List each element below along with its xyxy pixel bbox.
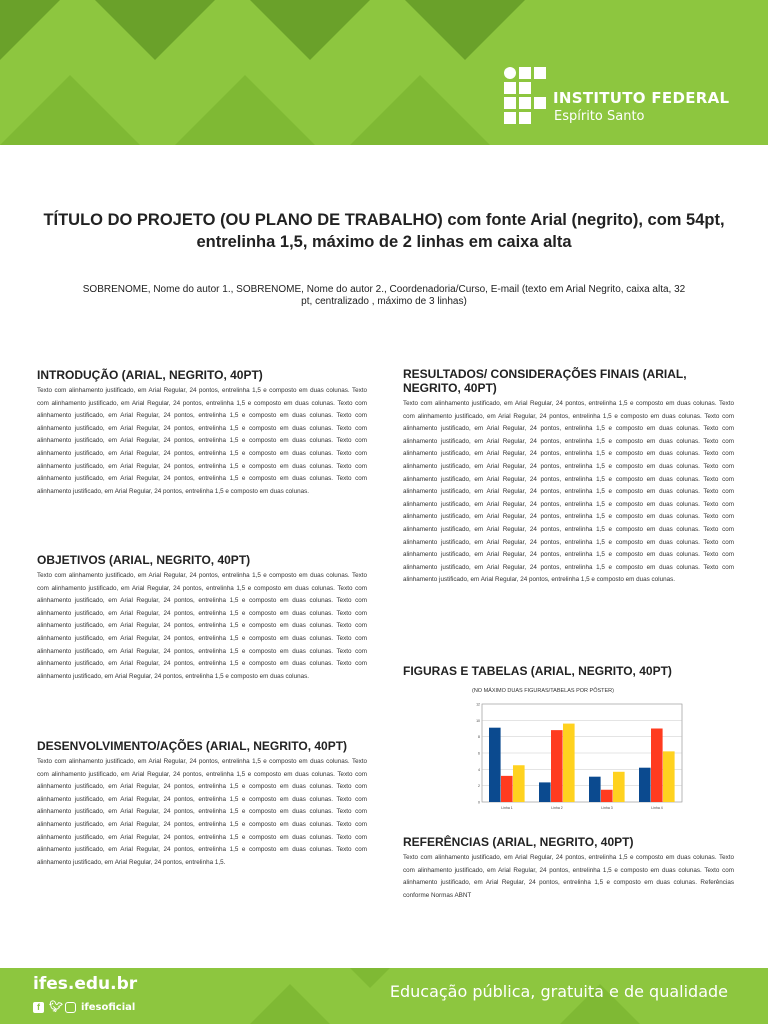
poster-authors: SOBRENOME, Nome do autor 1., SOBRENOME, Nome do autor 2., Coordenadoria/Curso, E-mail (texto em Arial Negrito, caixa alta, 32 pt, centralizado , máximo de 3 linhas)	[82, 284, 686, 307]
logo-subtitle: Espírito Santo	[554, 109, 645, 124]
chart-bar	[663, 751, 675, 802]
chart-bar	[589, 777, 601, 802]
y-tick-label: 4	[478, 767, 480, 772]
figure-caption: (NO MÁXIMO DUAS FIGURAS/TABELAS POR PÔSTER)	[471, 688, 614, 694]
chart-bar	[489, 728, 501, 802]
section-body: Texto com alinhamento justificado, em Arial Regular, 24 pontos, entrelinha 1,5 e composto em duas colunas. Texto com alinhamento justificado, em Arial Regular, 24 pontos, entrelinha 1,5 e composto em duas colunas. Texto com alinhamento justificado, em Arial Regular, 24 pontos, entrelinha 1,5 e composto em duas colunas. Texto com alinhamento justificado, em Arial Regular, 24 pontos, entrelinha 1,5 e composto em duas colunas. Texto com alinhamento justificado, em Arial Regular, 24 pontos, entrelinha 1,5 e composto em duas colunas. Texto com alinhamento justificado, em Arial Regular, 24 pontos, entrelinha 1,5 e composto em duas colunas. Texto com alinhamento justificado, em Arial Regular, 24 pontos, entrelinha 1,5 e composto em duas colunas. Texto com alinhamento justificado, em Arial Regular, 24 pontos, entrelinha 1,5 e composto em duas colunas. Texto com alinhamento justificado, em Arial Regular, 24 pontos, entrelinha 1,5 e composto em duas colunas. Texto com alinhamento justificado, em Arial Regular, 24 pontos, entrelinha 1,5 e composto em duas colunas. Texto com alinhamento justificado, em Arial Regular, 24 pontos, entrelinha 1,5 e composto em duas colunas. Texto com alinhamento justificado, em Arial Regular, 24 pontos, entrelinha 1,5 e composto em duas colunas. Texto com alinhamento justificado, em Arial Regular, 24 pontos, entrelinha 1,5 e composto em duas colunas. Texto com alinhamento justificado, em Arial Regular, 24 pontos, entrelinha 1,5 e composto em duas colunas. Texto com alinhamento justificado, em Arial Regular, 24 pontos, entrelinha 1,5 e composto em duas colunas.	[403, 400, 734, 584]
footer-social	[33, 1000, 135, 1014]
logo-grid-icon	[503, 67, 547, 125]
section-body: Texto com alinhamento justificado, em Arial Regular, 24 pontos, entrelinha 1,5 e composto em duas colunas. Texto com alinhamento justificado, em Arial Regular, 24 pontos, entrelinha 1,5 e composto em duas colunas. Texto com alinhamento justificado, em Arial Regular, 24 pontos, entrelinha 1,5 e composto em duas colunas. Texto com alinhamento justificado, em Arial Regular, 24 pontos, entrelinha 1,5 e composto em duas colunas. Texto com alinhamento justificado, em Arial Regular, 24 pontos, entrelinha 1,5 e composto em duas colunas. Texto com alinhamento justificado, em Arial Regular, 24 pontos, entrelinha 1,5 e composto em duas colunas. Texto com alinhamento justificado, em Arial Regular, 24 pontos, entrelinha 1,5 e composto em duas colunas. Texto com alinhamento justificado, em Arial Regular, 24 pontos, entrelinha 1,5 e composto em duas colunas. Texto com alinhamento justificado, em Arial Regular, 24 pontos, entrelinha 1,5 e composto em duas colunas.	[37, 387, 367, 495]
footer-slogan: Educação pública, gratuita e de qualidade	[389, 982, 728, 1001]
x-tick-label: Linha 1	[501, 806, 513, 810]
poster-footer	[0, 968, 768, 1024]
chart-bar	[601, 790, 613, 802]
section-heading: DESENVOLVIMENTO/AÇÕES (ARIAL, NEGRITO, 40PT)	[37, 739, 348, 753]
section-desenvolvimento	[37, 739, 367, 869]
x-tick-label: Linha 2	[551, 806, 563, 810]
x-tick-label: Linha 3	[601, 806, 613, 810]
y-tick-label: 12	[476, 702, 480, 707]
chart-bar	[563, 724, 575, 802]
y-tick-label: 8	[478, 735, 480, 740]
facebook-icon[interactable]: f	[33, 1002, 44, 1013]
chart-bar	[613, 772, 625, 802]
y-tick-label: 2	[478, 784, 480, 789]
section-figuras	[403, 664, 734, 678]
section-objetivos	[37, 553, 367, 683]
section-body: Texto com alinhamento justificado, em Arial Regular, 24 pontos, entrelinha 1,5 e composto em duas colunas. Texto com alinhamento justificado, em Arial Regular, 24 pontos, entrelinha 1,5 e composto em duas colunas. Texto com alinhamento justificado, em Arial Regular, 24 pontos, entrelinha 1,5 e composto em duas colunas. Referências conforme Normas ABNT	[403, 854, 734, 899]
y-tick-label: 0	[478, 800, 480, 805]
footer-site[interactable]: ifes.edu.br	[33, 974, 138, 994]
y-tick-label: 6	[478, 751, 480, 756]
section-heading: OBJETIVOS (ARIAL, NEGRITO, 40PT)	[37, 553, 251, 567]
bar-chart	[470, 700, 686, 812]
chart-bar	[539, 782, 551, 802]
section-heading: FIGURAS E TABELAS (ARIAL, NEGRITO, 40PT)	[403, 664, 672, 678]
section-introducao	[37, 368, 367, 498]
chart-bar	[551, 730, 563, 802]
twitter-icon[interactable]: 🐦︎	[49, 1000, 63, 1013]
ifes-logo	[503, 65, 763, 127]
poster-title: TÍTULO DO PROJETO (OU PLANO DE TRABALHO) com fonte Arial (negrito), com 54pt, entrelinha 1,5, máximo de 2 linhas em caixa alta	[43, 211, 725, 251]
section-referencias	[403, 835, 734, 902]
footer-handle[interactable]: ifesoficial	[81, 1001, 136, 1013]
chart-bar	[639, 768, 651, 802]
section-resultados	[403, 367, 734, 587]
poster-header	[0, 0, 768, 145]
section-body: Texto com alinhamento justificado, em Arial Regular, 24 pontos, entrelinha 1,5 e composto em duas colunas. Texto com alinhamento justificado, em Arial Regular, 24 pontos, entrelinha 1,5 e composto em duas colunas. Texto com alinhamento justificado, em Arial Regular, 24 pontos, entrelinha 1,5 e composto em duas colunas. Texto com alinhamento justificado, em Arial Regular, 24 pontos, entrelinha 1,5 e composto em duas colunas. Texto com alinhamento justificado, em Arial Regular, 24 pontos, entrelinha 1,5 e composto em duas colunas. Texto com alinhamento justificado, em Arial Regular, 24 pontos, entrelinha 1,5 e composto em duas colunas. Texto com alinhamento justificado, em Arial Regular, 24 pontos, entrelinha 1,5 e composto em duas colunas. Texto com alinhamento justificado, em Arial Regular, 24 pontos, entrelinha 1,5 e composto em duas colunas. Texto com alinhamento justificado, em Arial Regular, 24 pontos, entrelinha 1,5 e composto em duas colunas.	[37, 572, 367, 680]
section-heading: INTRODUÇÃO (ARIAL, NEGRITO, 40PT)	[37, 368, 263, 382]
chart-bar	[513, 765, 525, 802]
section-heading: RESULTADOS/ CONSIDERAÇÕES FINAIS (ARIAL, NEGRITO, 40PT)	[403, 367, 687, 395]
chart-bar	[651, 729, 663, 803]
section-heading: REFERÊNCIAS (ARIAL, NEGRITO, 40PT)	[403, 835, 634, 849]
section-body: Texto com alinhamento justificado, em Arial Regular, 24 pontos, entrelinha 1,5 e composto em duas colunas. Texto com alinhamento justificado, em Arial Regular, 24 pontos, entrelinha 1,5 e composto em duas colunas. Texto com alinhamento justificado, em Arial Regular, 24 pontos, entrelinha 1,5 e composto em duas colunas. Texto com alinhamento justificado, em Arial Regular, 24 pontos, entrelinha 1,5 e composto em duas colunas. Texto com alinhamento justificado, em Arial Regular, 24 pontos, entrelinha 1,5 e composto em duas colunas. Texto com alinhamento justificado, em Arial Regular, 24 pontos, entrelinha 1,5 e composto em duas colunas. Texto com alinhamento justificado, em Arial Regular, 24 pontos, entrelinha 1,5 e composto em duas colunas. Texto com alinhamento justificado, em Arial Regular, 24 pontos, entrelinha 1,5 e composto em duas colunas. Texto com alinhamento justificado, em Arial Regular, 24 pontos, entrelinha 1,5.	[37, 758, 367, 866]
chart-bar	[501, 776, 513, 802]
y-tick-label: 10	[476, 718, 480, 723]
x-tick-label: Linha 4	[651, 806, 663, 810]
instagram-icon[interactable]	[65, 1002, 76, 1013]
logo-title: INSTITUTO FEDERAL	[553, 89, 730, 107]
